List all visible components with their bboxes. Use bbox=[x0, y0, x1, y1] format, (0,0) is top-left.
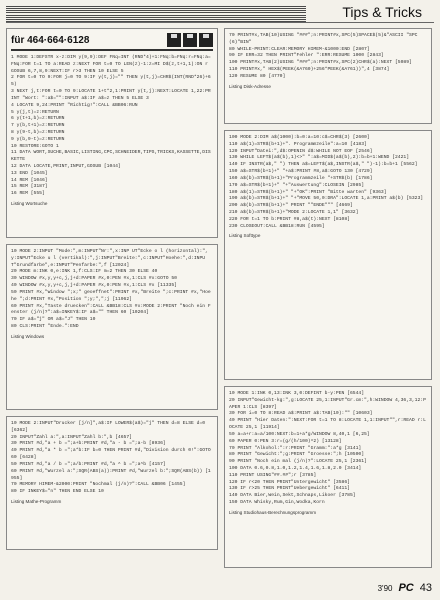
listing-caption: Listing Mathe-Programm bbox=[11, 498, 62, 504]
listing-code: 70 PRINT#x,TAB(10)USING "###";n:PRINT#x,SPC(5)SPACE$(5)&"ASCII "SPC(6)"BIN" 80 WHILE-PRINT:CLEAR:MEMORY HIMEM-&1000:END [2807] 90 IF ERR=32 THEN PRINT"Fehler ":ERR:RESUME 1000 [2843] 100 PRINT#x,TAB(2)USING "###";n:PRINT#x,SPC(2)CHR$(a):NEXT [5089] 110 PRINT#x," HEX$(PEEK(&A760)+256*PEEK(&A761))",4 [3874] 120 RESUME 80 [4770] bbox=[229, 33, 418, 79]
column-header bbox=[11, 33, 213, 51]
listing-box-mathe bbox=[6, 416, 218, 550]
listing-box-softtype bbox=[224, 130, 432, 380]
magazine-logo: PC bbox=[398, 582, 414, 594]
listing-code: 1 MODE 1:DEFSTR x-z:DIM y(9,9):DEF FNq=INT (RND*4)+1:FNq:b=FNq:r=FNq:a=FNq:FOR t=1 TO a:READ z:NEXT FOR t=0 TO LEN(z)-1:z=MI D$(z,t+1,1):ON r GOSUB 6,7,8,9:NEXT:IF r>3 THEN 10 ELSE 5 2 FOR t=0 TO 9:FOR j=0 TO 9:IF y(t,j)="" THEN y(t,j)=CHR$(INT(RND*26)+65) 3 NEXT j,t:FOR t=0 TO 9:LOCATE 1+t*2,1:PRINT y(t,j):NEXT:LOCATE 1,22:PRINT "Wort: ":a$="":INPUT a$:IF a$=z THEN 5 ELSE 3 4 LOCATE 9,24:PRINT "Richtig!":CALL &BB06:RUN 5 y(j,t)=z:RETURN 6 y(t+1,b)=z:RETURN 7 y(b,t+1)=z:RETURN 8 y(9-t,b)=z:RETURN 9 y(b,9-t)=z:RETURN 10 RESTORE:GOTO 1 11 DATA WORT,SUCHE,BASIC,LISTING,CPC,SCHNEIDER,TIPS,TRICKS,KASSETTE,DISKETTE 12 DATA LOCATE,PRINT,INPUT,GOSUB [1044] 13 END [1045] 14 REM [1046] 15 REM [3187] 16 REM [555] bbox=[11, 55, 211, 197]
floppy-disk-icon bbox=[183, 33, 197, 47]
listing-box-studiohaus bbox=[224, 386, 432, 568]
listing-code: 10 MODE 2:INPUT"Drucker [j/n]",a$:IF LOWER$(a$)="j" THEN d=8 ELSE d=0 [6362] 20 INPUT"Zahl a:",a:INPUT"Zahl b:",b [4657] 30 PRINT #d,"a + b =";a+b:PRINT #d,"a - b =";a-b [8936] 40 PRINT #d,"a * b =";a*b:IF b=0 THEN PRINT #d,"Division durch 0!":GOTO 60 [6428] 50 PRINT #d,"a / b =";a/b:PRINT #d,"a ^ b =";a^b [4157] 60 PRINT #d,"Wurzel a:";SQR(ABS(a)):PRINT #d,"Wurzel b:";SQR(ABS(b)) [1955] 70 MEMORY HIMEM-&2000:PRINT "Nochmal (j/n)?":CALL &BB06 [1455] 80 IF INKEY$="n" THEN END ELSE 10 bbox=[11, 421, 211, 495]
listing-caption: Listing Wortsuche bbox=[11, 201, 48, 207]
listing-code: 100 MODE 2:DIM a$(1000):b=0:a=10:c$=CHR$(3) [2600] 110 a$(1)=STR$(b+1)+". Programmzeile":a=10 [4183] 120 INPUT"Datei:",d$:OPENIN d$:WHILE NOT EOF [2546] 130 WHILE LEFT$(a$(b),1)<>" ":a$=MID$(a$(b),2):b=b+1:WEND [2421] 140 IF INSTR(a$," ") THEN a$=LEFT$(a$,INSTR(a$," ")-1):b=b+1 [5562] 150 a$=STR$(b+1)+" "+a$:PRINT #8,a$:GOTO 130 [4729] 160 a$(b)=STR$(b+1)+"Programmzeile "+STR$(b) [1786] 170 a$=STR$(b+1)+" "+"Auswertung":CLOSEIN [2985] 180 a$(1)=STR$(b+1)+" "+"OK":PRINT "Bitte warten" [9363] 190 a$(b)=STR$(b+1)+" "+"MOVE 50,0:DRA":LOCATE 1,a:PRINT a$(b) [5323] 200 a$(b)=STR$(b+1)+" PRINT ""ENDE""" [4669] 210 a$(b)=STR$(b+1)+"MODE 2:LOCATE 1,1" [3632] 220 FOR t=1 TO b:PRINT #8,a$(t):NEXT [8108] 230 CLOSEOUT:CALL &BB18:RUN [4595] bbox=[229, 135, 424, 229]
listing-caption: Listing Studiohaus-Berechnungsprogramm bbox=[229, 509, 317, 515]
listing-box-windows bbox=[6, 244, 218, 410]
header-stripes bbox=[6, 6, 306, 22]
section-title: Tips & Tricks bbox=[342, 4, 422, 20]
listing-code: 10 MODE 1:INK 0,13:INK 3,0:DEFINT b-y:PEN [6544] 20 INPUT"Gewicht-kg:",g:LOCATE 25,1:INPUT"Gr.cm:",h:WINDOW 4,36,3,12:PAPER 1:CLS [8397] 30 FOR i=0 TO 8:READ a$:PRINT a$:TAB(10):"" [10603] 40 PRINT "Hier Daten:":NEXT:FOR t=1 TO 8:LOCATE 1,1:INPUT"",r:READ r:LOCATE 25,1 [11914] 50 a=a+r:a=a/100:NEXT:b=1+a*g/WINDOW 8,40,1 [6,25] 60 PAPER 0:PEN 3:r=(g/(h/100)^2) [13128] 70 PRINT "Alkohol:":r:PRINT "Gramm:":a*g [3141] 80 PRINT "Gewicht:";g:PRINT "Groesse:";h [10500] 90 PRINT "Noch ein mal (j/n)?":LOCATE 25,1 [2361] 100 DATA 0.6,0.8,1.0,1.2,1.4,1.6,1.8,2.0 [3414] 110 PRINT USING"##.##";r [3785] 120 IF r<20 THEN PRINT"Untergewicht" [3586] 130 IF r>25 THEN PRINT"Uebergewicht" [6411] 140 DATA Bier,Wein,Sekt,Schnaps,Likoer [3785] 150 DATA Whisky,Rum,Gin,Wodka,Korn bbox=[229, 391, 426, 505]
listing-code: 10 MODE 2:INPUT "Mode:",m:INPUT"Nr:",x:INP UT"Ecke o l (horizontal):",y:INPUT"Ecke u l (vertikal):",j:INPUT"Breite:",c:INPUT"Hoehe:",d:INPUT"Grundfarbe",e:INPUT"Penfarbe:",f [12024] 20 MODE m:INK 0,e:INK 1,f:CLS:IF m=2 THEN 30 ELSE 40 30 WINDOW #x,y,y+c,j,j+d:PAPER #x,0:PEN #x,1:CLS #x:GOTO 50 40 WINDOW #x,y,y+c,j,j+d:PAPER #x,0:PEN #x,1:CLS #x [11335] 50 PRINT #x,"Window ";x;" geoeffnet":PRINT #x,"Breite ";c:PRINT #x,"Hoehe ";d:PRINT #x,"Position ";y;",";j [11962] 60 PRINT #x,"Taste druecken":CALL &BB18:CLS #x:MODE 2:PRINT "Noch ein Fenster (j/n)?":a$=INKEY$:IF a$="" THEN 60 [10204] 70 IF a$="j" OR a$="J" THEN 10 80 CLS:PRINT "Ende.":END bbox=[11, 249, 211, 329]
floppy-disk-icon bbox=[167, 33, 181, 47]
header-rule bbox=[6, 22, 434, 23]
listing-box-disk-adresse bbox=[224, 28, 432, 124]
listing-caption: Listing Windows bbox=[11, 333, 45, 339]
left-column bbox=[6, 28, 218, 550]
page-number: 43 bbox=[419, 582, 432, 594]
listing-caption: Listing Softtype bbox=[229, 233, 261, 239]
listing-caption: Listing Disk-Adresse bbox=[229, 83, 271, 89]
floppy-disk-icon bbox=[199, 33, 213, 47]
page-footer bbox=[378, 582, 432, 594]
column-header-title: für 464·664·6128 bbox=[11, 35, 90, 46]
floppy-disk-icons bbox=[167, 33, 213, 49]
right-column bbox=[224, 28, 432, 568]
listing-box-wortsuche bbox=[6, 28, 218, 238]
issue-label: 3'90 bbox=[377, 584, 393, 593]
